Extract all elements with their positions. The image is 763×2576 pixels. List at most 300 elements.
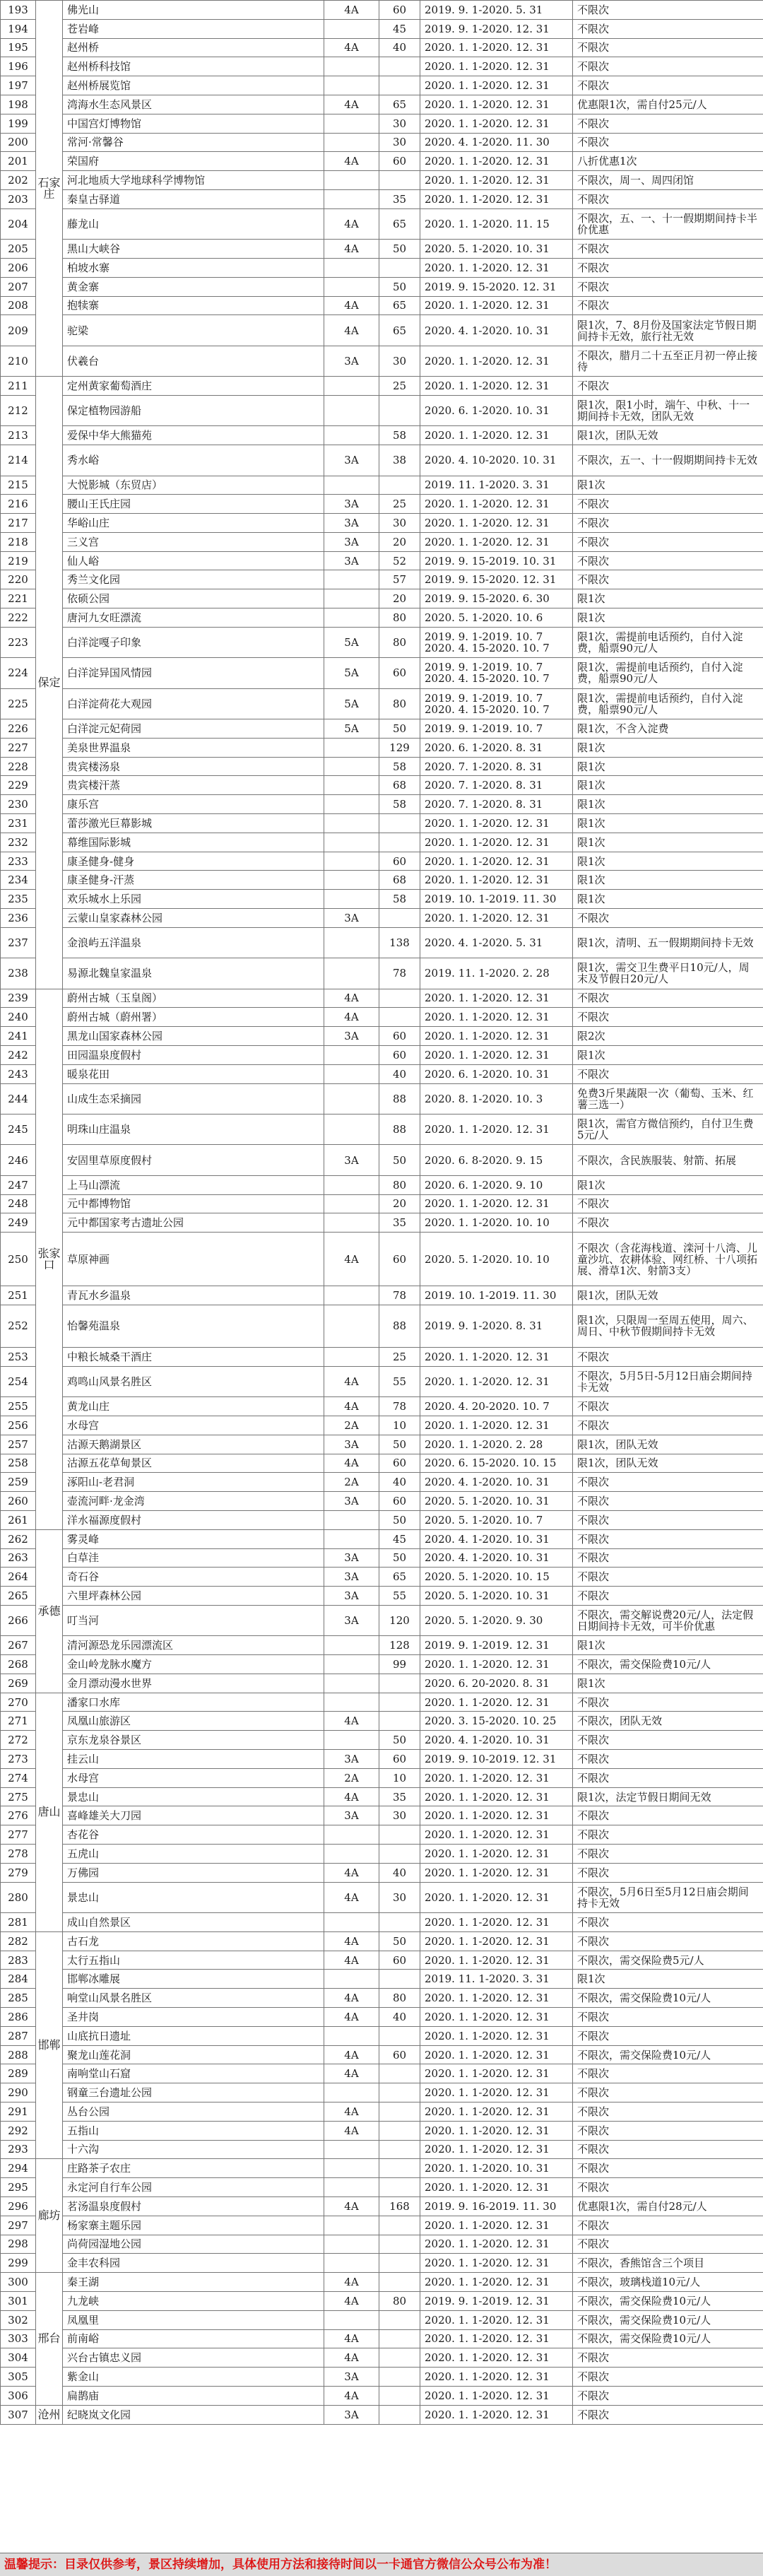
row-number: 276 (1, 1806, 36, 1825)
table-row (1, 1175, 763, 1194)
row-number: 294 (1, 2159, 36, 2178)
valid-period: 2020. 1. 1-2020. 12. 31 (420, 95, 573, 114)
valid-period: 2020. 4. 20-2020. 10. 7 (420, 1397, 573, 1416)
ticket-price (379, 1825, 420, 1845)
spot-level (324, 1286, 379, 1305)
spot-level: 3A (324, 1492, 379, 1511)
ticket-price: 88 (379, 1114, 420, 1144)
spot-name: 喜峰雄关大刀园 (63, 1806, 324, 1825)
table-row (1, 909, 763, 928)
spot-name: 金丰农科园 (63, 2254, 324, 2273)
table-row (1, 1750, 763, 1769)
row-number: 202 (1, 171, 36, 190)
usage-note: 限1次 (573, 776, 763, 795)
valid-period: 2020. 1. 1-2020. 12. 31 (420, 1806, 573, 1825)
spot-level (324, 2310, 379, 2329)
usage-note: 限1次 (573, 852, 763, 871)
usage-note: 限1次 (573, 1674, 763, 1693)
spot-name: 驼梁 (63, 315, 324, 346)
city-cell: 沧州 (36, 2405, 63, 2424)
table-row (1, 927, 763, 958)
valid-period: 2020. 5. 1-2020. 9. 30 (420, 1605, 573, 1635)
spot-level: 4A (324, 1931, 379, 1951)
usage-note: 不限次，团队无效 (573, 1712, 763, 1731)
valid-period: 2020. 1. 1-2020. 12. 31 (420, 833, 573, 852)
row-number: 219 (1, 551, 36, 570)
row-number: 267 (1, 1636, 36, 1655)
usage-note: 不限次，需交保险费10元/人 (573, 1655, 763, 1674)
footer-notice: 温馨提示：目录仅供参考，景区持续增加，具体使用方法和接待时间以一卡通官方微信公众号公布为准！ (0, 2553, 763, 2576)
table-row (1, 189, 763, 208)
spot-name: 白草洼 (63, 1548, 324, 1568)
table-row (1, 814, 763, 833)
row-number: 293 (1, 2140, 36, 2159)
spot-level: 4A (324, 2291, 379, 2310)
valid-period: 2020. 1. 1-2020. 12. 31 (420, 532, 573, 551)
row-number: 268 (1, 1655, 36, 1674)
ticket-price: 60 (379, 658, 420, 688)
usage-note: 不限次 (573, 1750, 763, 1769)
row-number: 295 (1, 2178, 36, 2197)
usage-note: 不限次 (573, 1913, 763, 1932)
valid-period: 2020. 1. 1-2020. 12. 31 (420, 114, 573, 133)
spot-name: 秀兰文化园 (63, 570, 324, 589)
usage-note: 不限次，需交保险费5元/人 (573, 1951, 763, 1970)
valid-period: 2020. 1. 1-2020. 12. 31 (420, 76, 573, 95)
valid-period: 2020. 1. 1-2020. 12. 31 (420, 1693, 573, 1712)
row-number: 269 (1, 1674, 36, 1693)
ticket-price: 50 (379, 1145, 420, 1175)
valid-period: 2020. 1. 1-2020. 12. 31 (420, 171, 573, 190)
spot-name: 腰山王氏庄园 (63, 495, 324, 514)
spot-name: 元中都博物馆 (63, 1194, 324, 1213)
ticket-price (379, 2348, 420, 2368)
valid-period: 2020. 1. 1-2020. 12. 31 (420, 1787, 573, 1806)
row-number: 248 (1, 1194, 36, 1213)
spot-name: 京东龙泉谷景区 (63, 1731, 324, 1750)
ticket-price: 60 (379, 1951, 420, 1970)
valid-period: 2019. 11. 1-2020. 2. 28 (420, 958, 573, 989)
usage-note: 不限次 (573, 2121, 763, 2140)
spot-name: 湾海水生态风景区 (63, 95, 324, 114)
valid-period: 2020. 1. 1-2020. 12. 31 (420, 1882, 573, 1912)
spot-level (324, 395, 379, 425)
spot-level (324, 377, 379, 396)
usage-note: 不限次 (573, 1568, 763, 1587)
usage-note: 限1次 (573, 589, 763, 608)
usage-note: 不限次，腊月二十五至正月初一停止接待 (573, 346, 763, 376)
valid-period: 2019. 11. 1-2020. 3. 31 (420, 1970, 573, 1989)
valid-period: 2020. 6. 8-2020. 9. 15 (420, 1145, 573, 1175)
spot-level: 4A (324, 1366, 379, 1396)
ticket-price: 52 (379, 551, 420, 570)
ticket-price: 80 (379, 1989, 420, 2008)
spot-level: 5A (324, 627, 379, 657)
spot-name: 康圣健身-健身 (63, 852, 324, 871)
valid-period: 2020. 1. 1-2020. 12. 31 (420, 909, 573, 928)
table-row (1, 1731, 763, 1750)
row-number: 208 (1, 296, 36, 315)
table-row (1, 95, 763, 114)
usage-note: 不限次 (573, 1416, 763, 1435)
ticket-price (379, 1008, 420, 1027)
spot-level (324, 738, 379, 757)
spot-level (324, 1175, 379, 1194)
usage-note: 优惠限1次，需自付28元/人 (573, 2196, 763, 2216)
row-number: 274 (1, 1768, 36, 1787)
spot-name: 伏羲台 (63, 346, 324, 376)
table-row (1, 208, 763, 239)
table-row (1, 514, 763, 533)
usage-note: 不限次 (573, 76, 763, 95)
spot-name: 唐河九女旺漂流 (63, 608, 324, 628)
ticket-price (379, 909, 420, 928)
ticket-price: 60 (379, 152, 420, 171)
valid-period: 2020. 1. 1-2020. 12. 31 (420, 1114, 573, 1144)
row-number: 272 (1, 1731, 36, 1750)
ticket-price (379, 2310, 420, 2329)
usage-note: 限1次 (573, 795, 763, 814)
spot-name: 贵宾楼汤泉 (63, 757, 324, 776)
valid-period: 2020. 1. 1-2020. 12. 31 (420, 1366, 573, 1396)
spot-name: 苍岩峰 (63, 19, 324, 38)
spot-name: 上马山漂流 (63, 1175, 324, 1194)
row-number: 221 (1, 589, 36, 608)
spot-level (324, 2140, 379, 2159)
spot-name: 赵州桥展览馆 (63, 76, 324, 95)
valid-period: 2020. 5. 1-2020. 10. 10 (420, 1233, 573, 1286)
table-row (1, 2008, 763, 2027)
spot-name: 华峪山庄 (63, 514, 324, 533)
valid-period: 2020. 1. 1-2020. 12. 31 (420, 426, 573, 445)
table-row (1, 296, 763, 315)
valid-period: 2019. 9. 1-2020. 8. 31 (420, 1305, 573, 1347)
usage-note: 限1次，团队无效 (573, 1286, 763, 1305)
valid-period: 2019. 9. 1-2019. 10. 7 (420, 719, 573, 739)
spot-name: 蔚州古城（蔚州署） (63, 1008, 324, 1027)
row-number: 305 (1, 2368, 36, 2387)
table-row (1, 152, 763, 171)
spot-level: 4A (324, 296, 379, 315)
row-number: 253 (1, 1347, 36, 1366)
ticket-price: 35 (379, 189, 420, 208)
table-row (1, 2102, 763, 2122)
valid-period: 2020. 1. 1-2020. 12. 31 (420, 2405, 573, 2424)
row-number: 229 (1, 776, 36, 795)
table-row (1, 133, 763, 152)
spot-name: 永定河自行车公园 (63, 2178, 324, 2197)
usage-note: 不限次，五一、十一假期期间持卡无效 (573, 445, 763, 476)
table-row (1, 2273, 763, 2292)
spot-name: 白洋淀异国风情园 (63, 658, 324, 688)
valid-period: 2019. 9. 16-2019. 11. 30 (420, 2196, 573, 2216)
spot-level: 4A (324, 208, 379, 239)
usage-note: 不限次 (573, 1008, 763, 1027)
ticket-price: 99 (379, 1655, 420, 1674)
spot-level (324, 2178, 379, 2197)
spot-name: 黑龙山国家森林公园 (63, 1027, 324, 1046)
table-row (1, 2121, 763, 2140)
usage-note: 限1次，团队无效 (573, 1454, 763, 1473)
spot-name: 安固里草原度假村 (63, 1145, 324, 1175)
spot-level: 3A (324, 909, 379, 928)
spot-level: 3A (324, 495, 379, 514)
table-row (1, 1951, 763, 1970)
row-number: 240 (1, 1008, 36, 1027)
spot-name: 柏坡水寨 (63, 258, 324, 277)
row-number: 203 (1, 189, 36, 208)
row-number: 300 (1, 2273, 36, 2292)
usage-note: 不限次 (573, 1529, 763, 1548)
usage-note: 限1次，需提前电话预约，自付入淀费，船票90元/人 (573, 658, 763, 688)
ticket-price: 50 (379, 1548, 420, 1568)
usage-note: 不限次，需交保险费10元/人 (573, 2310, 763, 2329)
spot-level: 3A (324, 1605, 379, 1635)
ticket-price: 25 (379, 1347, 420, 1366)
usage-note: 不限次 (573, 2102, 763, 2122)
spot-name: 景忠山 (63, 1787, 324, 1806)
usage-note: 不限次 (573, 38, 763, 57)
spot-name: 太行五指山 (63, 1951, 324, 1970)
spot-name: 易源北魏皇家温泉 (63, 958, 324, 989)
table-row (1, 1568, 763, 1587)
ticket-price: 50 (379, 1435, 420, 1454)
table-row (1, 495, 763, 514)
row-number: 209 (1, 315, 36, 346)
spot-level (324, 1655, 379, 1674)
table-row (1, 315, 763, 346)
row-number: 250 (1, 1233, 36, 1286)
valid-period: 2020. 1. 1-2020. 12. 31 (420, 514, 573, 533)
table-row (1, 1233, 763, 1286)
usage-note: 不限次 (573, 570, 763, 589)
table-row (1, 2254, 763, 2273)
table-row (1, 1473, 763, 1492)
spot-level: 4A (324, 1233, 379, 1286)
city-cell: 张家口 (36, 989, 63, 1529)
spot-name: 凤凰山旅游区 (63, 1712, 324, 1731)
usage-note: 不限次 (573, 19, 763, 38)
usage-note: 限1次 (573, 833, 763, 852)
spot-name: 黄龙山庄 (63, 1397, 324, 1416)
row-number: 194 (1, 19, 36, 38)
row-number: 238 (1, 958, 36, 989)
spot-level (324, 1510, 379, 1529)
usage-note: 限1次 (573, 757, 763, 776)
spot-level (324, 608, 379, 628)
spot-level: 3A (324, 2405, 379, 2424)
table-row (1, 1636, 763, 1655)
row-number: 242 (1, 1045, 36, 1064)
usage-note: 不限次（含花海栈道、滦河十八湾、儿童沙坑、农耕体验、网红桥、十八项拓展、滑草1次、射箭3支） (573, 1233, 763, 1286)
spot-name: 水母宫 (63, 1416, 324, 1435)
table-row (1, 2368, 763, 2387)
table-row (1, 2235, 763, 2254)
row-number: 252 (1, 1305, 36, 1347)
valid-period: 2020. 4. 1-2020. 10. 31 (420, 315, 573, 346)
table-row (1, 1845, 763, 1864)
ticket-price (379, 1913, 420, 1932)
valid-period: 2020. 6. 20-2020. 8. 31 (420, 1674, 573, 1693)
valid-period: 2020. 1. 1-2020. 12. 31 (420, 989, 573, 1008)
row-number: 249 (1, 1213, 36, 1233)
table-row (1, 1712, 763, 1731)
usage-note: 限1次，需提前电话预约，自付入淀费，船票90元/人 (573, 688, 763, 719)
table-row (1, 658, 763, 688)
spot-name: 美泉世界温泉 (63, 738, 324, 757)
ticket-price: 20 (379, 1194, 420, 1213)
spot-level: 4A (324, 2386, 379, 2405)
table-row (1, 1806, 763, 1825)
valid-period: 2020. 1. 1-2020. 12. 31 (420, 1845, 573, 1864)
ticket-price (379, 2102, 420, 2122)
valid-period: 2019. 11. 1-2020. 3. 31 (420, 476, 573, 495)
spot-level: 3A (324, 1548, 379, 1568)
row-number: 255 (1, 1397, 36, 1416)
row-number: 245 (1, 1114, 36, 1144)
row-number: 239 (1, 989, 36, 1008)
table-row (1, 1083, 763, 1114)
row-number: 205 (1, 240, 36, 259)
spot-level (324, 589, 379, 608)
spot-level: 4A (324, 152, 379, 171)
ticket-price: 58 (379, 890, 420, 909)
table-row (1, 1397, 763, 1416)
table-row (1, 1194, 763, 1213)
ticket-price: 30 (379, 1882, 420, 1912)
valid-period: 2020. 1. 1-2020. 12. 31 (420, 1825, 573, 1845)
valid-period: 2020. 1. 1-2020. 12. 31 (420, 2273, 573, 2292)
city-cell: 邯郸 (36, 1931, 63, 2159)
spot-level (324, 1114, 379, 1144)
spot-level (324, 57, 379, 76)
table-row (1, 38, 763, 57)
usage-note: 不限次 (573, 1492, 763, 1511)
usage-note: 不限次，玻璃栈道10元/人 (573, 2273, 763, 2292)
row-number: 193 (1, 1, 36, 20)
row-number: 280 (1, 1882, 36, 1912)
ticket-price: 68 (379, 776, 420, 795)
table-row (1, 377, 763, 396)
city-cell: 承德 (36, 1529, 63, 1693)
row-number: 273 (1, 1750, 36, 1769)
spot-name: 紫金山 (63, 2368, 324, 2387)
spot-name: 依硕公园 (63, 589, 324, 608)
valid-period: 2020. 6. 1-2020. 10. 31 (420, 1064, 573, 1083)
ticket-price: 65 (379, 1568, 420, 1587)
row-number: 210 (1, 346, 36, 376)
spot-level (324, 757, 379, 776)
row-number: 257 (1, 1435, 36, 1454)
ticket-price (379, 57, 420, 76)
spot-name: 兴台古镇忠义园 (63, 2348, 324, 2368)
table-row (1, 426, 763, 445)
valid-period: 2020. 5. 1-2020. 10. 15 (420, 1568, 573, 1587)
spot-name: 常河·常馨谷 (63, 133, 324, 152)
usage-note: 限1次 (573, 1175, 763, 1194)
usage-note: 不限次，5月5日-5月12日庙会期间持卡无效 (573, 1366, 763, 1396)
spot-name: 凤凰里 (63, 2310, 324, 2329)
row-number: 213 (1, 426, 36, 445)
table-row (1, 476, 763, 495)
valid-period: 2020. 8. 1-2020. 10. 3 (420, 1083, 573, 1114)
ticket-price (379, 476, 420, 495)
row-number: 302 (1, 2310, 36, 2329)
ticket-price: 60 (379, 1045, 420, 1064)
ticket-price: 78 (379, 1397, 420, 1416)
table-row (1, 2291, 763, 2310)
spot-name: 清河源恐龙乐园漂流区 (63, 1636, 324, 1655)
table-row (1, 171, 763, 190)
ticket-price: 65 (379, 208, 420, 239)
city-cell: 廊坊 (36, 2159, 63, 2273)
spot-name: 叮当河 (63, 1605, 324, 1635)
ticket-price: 60 (379, 1233, 420, 1286)
table-row (1, 1416, 763, 1435)
ticket-price: 20 (379, 532, 420, 551)
valid-period: 2020. 1. 1-2020. 12. 31 (420, 2140, 573, 2159)
spot-name: 大悦影城（东贸店） (63, 476, 324, 495)
spot-level: 4A (324, 1712, 379, 1731)
row-number: 216 (1, 495, 36, 514)
row-number: 235 (1, 890, 36, 909)
usage-note: 不限次 (573, 2386, 763, 2405)
ticket-price: 30 (379, 514, 420, 533)
row-number: 204 (1, 208, 36, 239)
row-number: 263 (1, 1548, 36, 1568)
table-row (1, 1045, 763, 1064)
row-number: 297 (1, 2216, 36, 2235)
usage-note: 不限次，需交保险费10元/人 (573, 2329, 763, 2348)
valid-period: 2020. 1. 1-2020. 11. 15 (420, 208, 573, 239)
usage-note: 不限次 (573, 57, 763, 76)
usage-note: 不限次 (573, 551, 763, 570)
usage-note: 不限次 (573, 114, 763, 133)
spot-name: 中国宫灯博物馆 (63, 114, 324, 133)
spot-name: 雾灵峰 (63, 1529, 324, 1548)
spot-name: 抱犊寨 (63, 296, 324, 315)
ticket-price: 35 (379, 1213, 420, 1233)
row-number: 207 (1, 277, 36, 296)
spot-name: 古石龙 (63, 1931, 324, 1951)
row-number: 246 (1, 1145, 36, 1175)
spot-level: 2A (324, 1473, 379, 1492)
usage-note: 不限次 (573, 2159, 763, 2178)
spot-name: 潘家口水库 (63, 1693, 324, 1712)
spot-level (324, 1913, 379, 1932)
valid-period: 2019. 9. 1-2019. 10. 7 2020. 4. 15-2020. 10. 7 (420, 688, 573, 719)
valid-period: 2020. 5. 1-2020. 10. 7 (420, 1510, 573, 1529)
table-row (1, 2083, 763, 2102)
valid-period: 2019. 9. 15-2020. 12. 31 (420, 570, 573, 589)
ticket-price (379, 2235, 420, 2254)
spot-level (324, 133, 379, 152)
spot-level (324, 2216, 379, 2235)
valid-period: 2020. 1. 1-2020. 12. 31 (420, 57, 573, 76)
table-row (1, 445, 763, 476)
table-row (1, 2178, 763, 2197)
usage-note: 不限次 (573, 1213, 763, 1233)
spot-name: 秦皇古驿道 (63, 189, 324, 208)
usage-note: 限1次，限1小时，端午、中秋、十一期间持卡无效，团队无效 (573, 395, 763, 425)
usage-note: 不限次，周一、周四闭馆 (573, 171, 763, 190)
table-row (1, 1213, 763, 1233)
spot-level: 4A (324, 1863, 379, 1882)
table-row (1, 1768, 763, 1787)
spot-name: 邯郸冰雕展 (63, 1970, 324, 1989)
usage-note: 限1次，团队无效 (573, 1435, 763, 1454)
ticket-price: 40 (379, 2008, 420, 2027)
